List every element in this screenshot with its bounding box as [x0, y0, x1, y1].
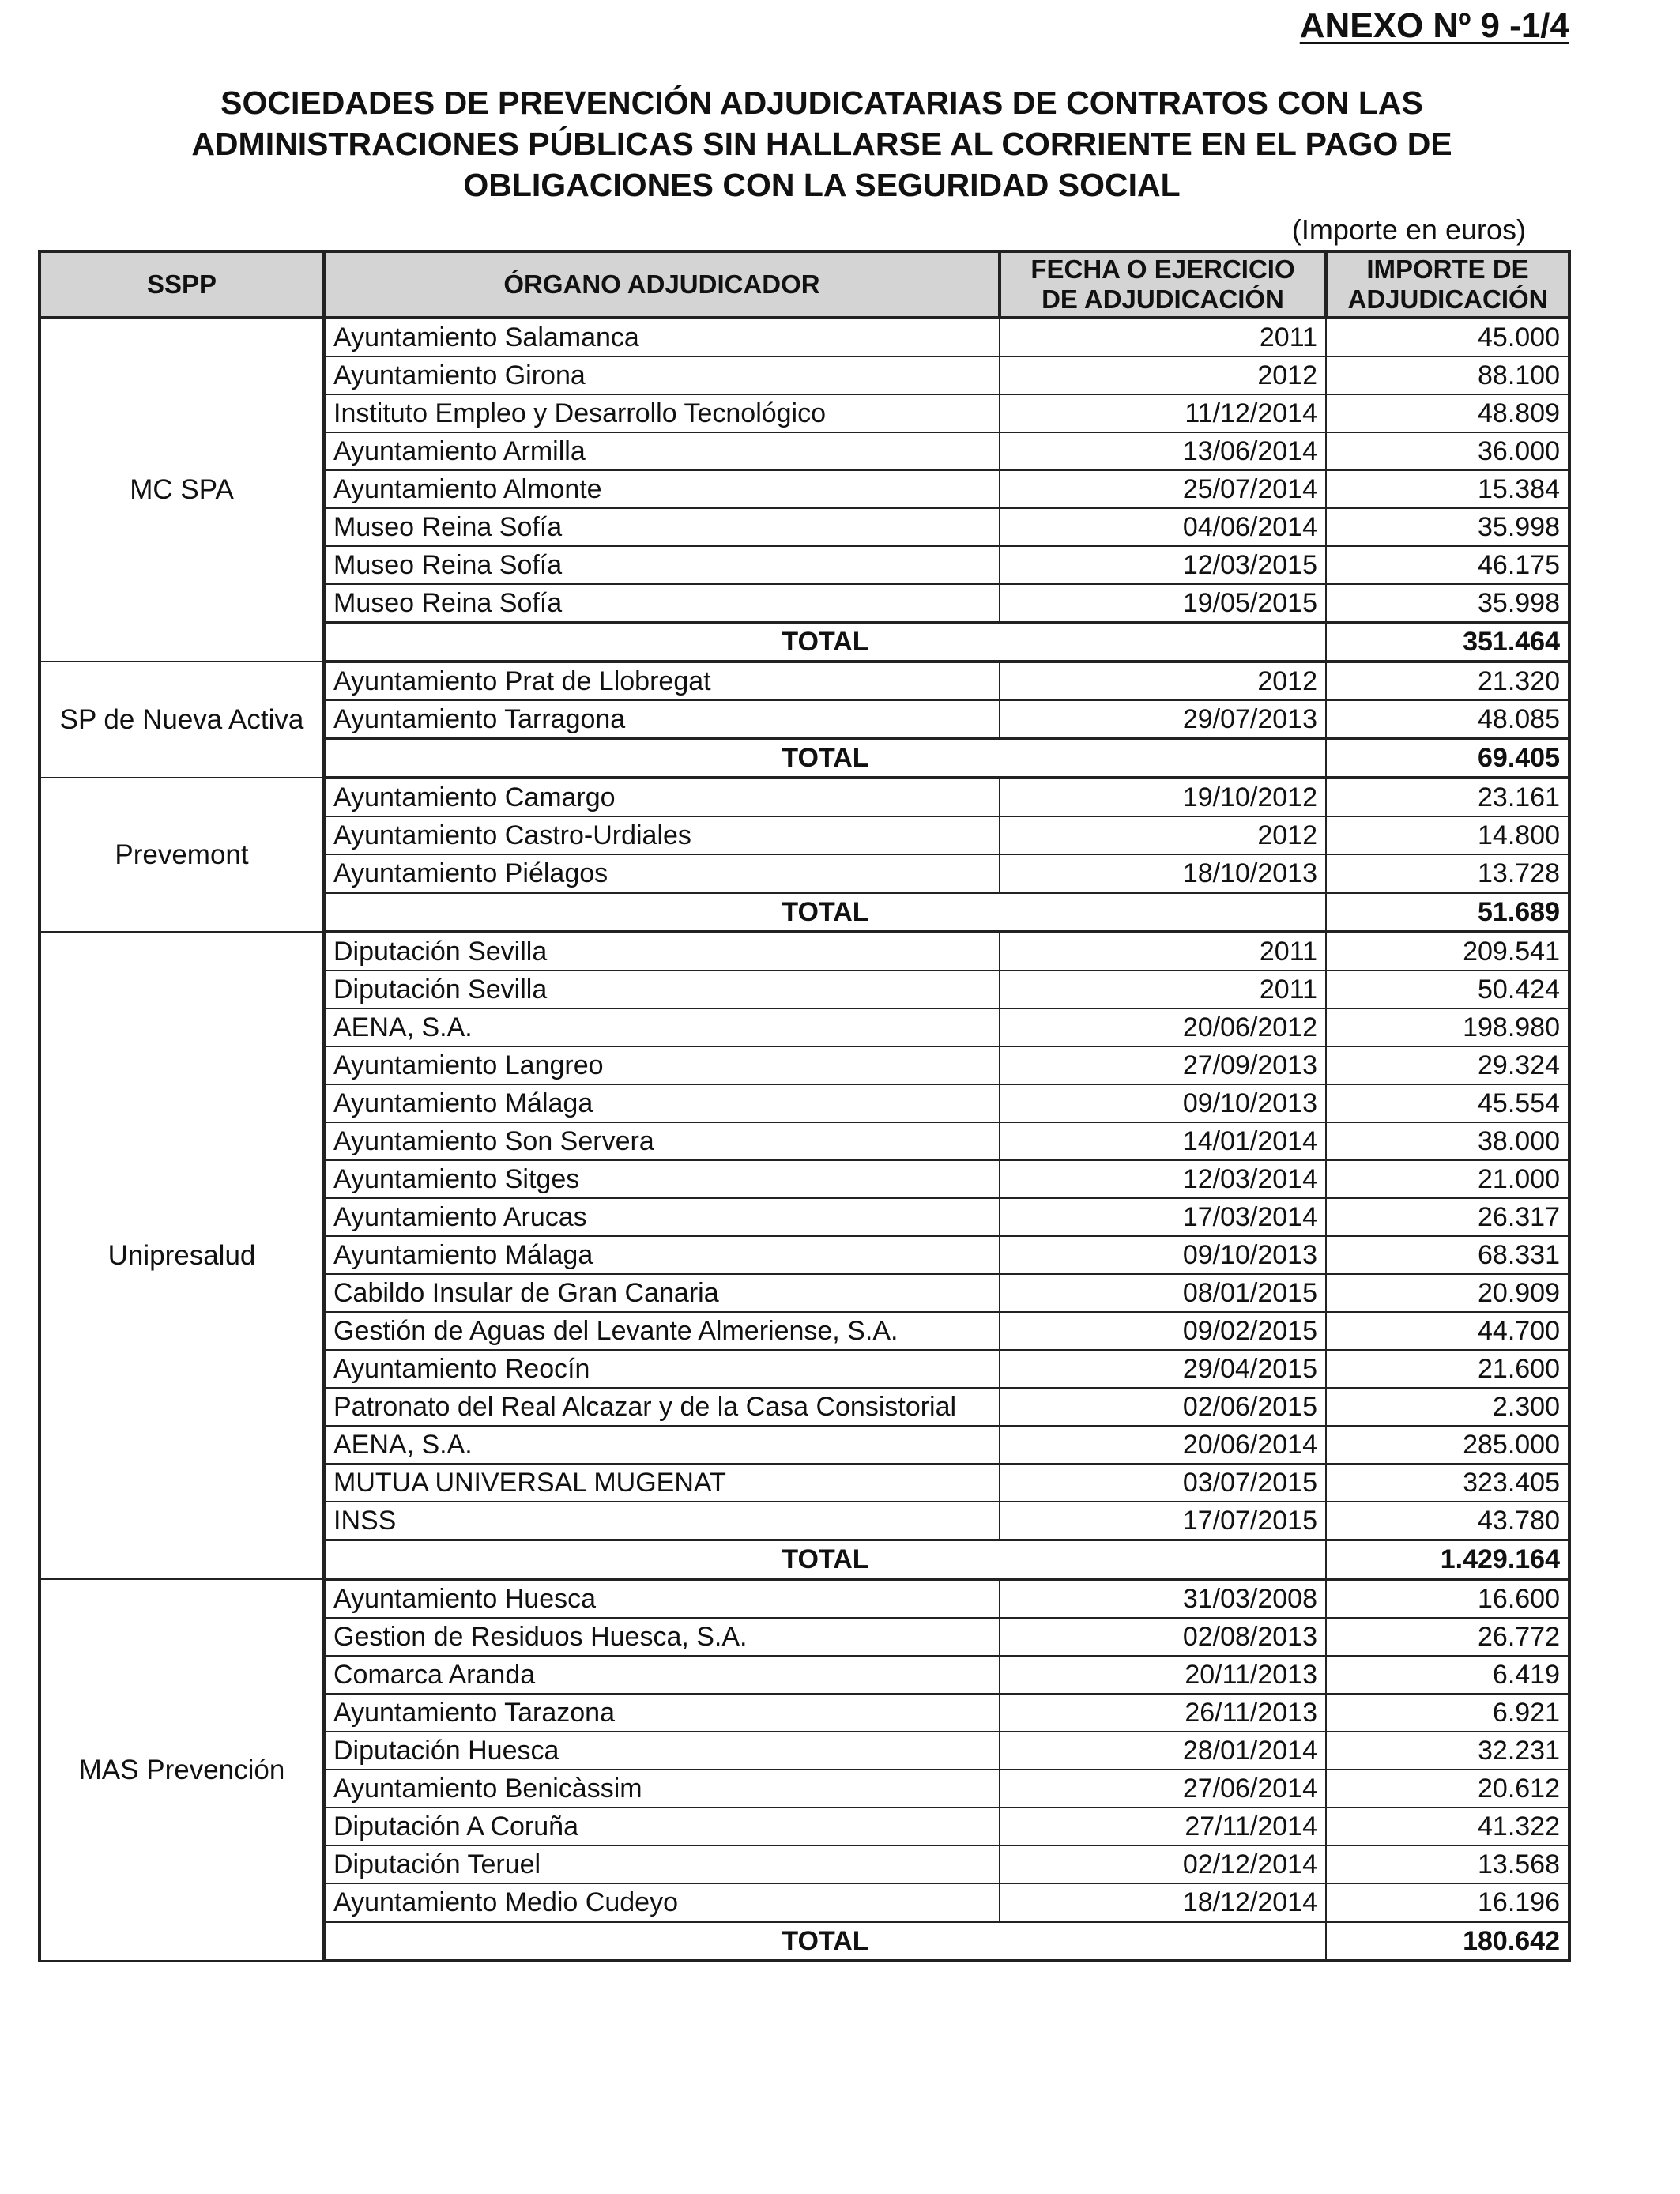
- total-label: TOTAL: [324, 1540, 1326, 1580]
- importe-cell: 35.998: [1326, 508, 1569, 546]
- importe-cell: 16.600: [1326, 1579, 1569, 1618]
- organo-cell: Ayuntamiento Medio Cudeyo: [324, 1883, 1000, 1922]
- fecha-cell: 02/06/2015: [1000, 1388, 1326, 1426]
- organo-cell: Ayuntamiento Arucas: [324, 1198, 1000, 1236]
- organo-cell: Ayuntamiento Langreo: [324, 1046, 1000, 1084]
- fecha-cell: 25/07/2014: [1000, 470, 1326, 508]
- organo-cell: Museo Reina Sofía: [324, 546, 1000, 584]
- fecha-cell: 19/10/2012: [1000, 778, 1326, 816]
- fecha-cell: 12/03/2014: [1000, 1160, 1326, 1198]
- fecha-cell: 09/02/2015: [1000, 1312, 1326, 1350]
- organo-cell: Ayuntamiento Tarragona: [324, 700, 1000, 739]
- organo-cell: Diputación Sevilla: [324, 932, 1000, 971]
- organo-cell: Ayuntamiento Málaga: [324, 1236, 1000, 1274]
- fecha-cell: 20/06/2012: [1000, 1008, 1326, 1046]
- organo-cell: AENA, S.A.: [324, 1008, 1000, 1046]
- total-label: TOTAL: [324, 1922, 1326, 1962]
- header-importe-line2: ADJUDICACIÓN: [1347, 285, 1548, 314]
- organo-cell: Ayuntamiento Huesca: [324, 1579, 1000, 1618]
- importe-cell: 48.809: [1326, 394, 1569, 432]
- importe-cell: 323.405: [1326, 1464, 1569, 1502]
- annex-label: ANEXO Nº 9 -1/4: [1299, 6, 1569, 45]
- importe-cell: 88.100: [1326, 356, 1569, 394]
- fecha-cell: 12/03/2015: [1000, 546, 1326, 584]
- total-label: TOTAL: [324, 623, 1326, 662]
- organo-cell: Comarca Aranda: [324, 1656, 1000, 1694]
- fecha-cell: 2012: [1000, 816, 1326, 854]
- organo-cell: Diputación Teruel: [324, 1845, 1000, 1883]
- fecha-cell: 2011: [1000, 932, 1326, 971]
- importe-cell: 32.231: [1326, 1732, 1569, 1770]
- importe-cell: 29.324: [1326, 1046, 1569, 1084]
- fecha-cell: 2011: [1000, 971, 1326, 1008]
- fecha-cell: 17/03/2014: [1000, 1198, 1326, 1236]
- importe-cell: 21.000: [1326, 1160, 1569, 1198]
- table-body: [40, 318, 1569, 1961]
- importe-cell: 48.085: [1326, 700, 1569, 739]
- title-line: ADMINISTRACIONES PÚBLICAS SIN HALLARSE AL CORRIENTE EN EL PAGO DE: [191, 126, 1452, 162]
- sspp-group-name: Prevemont: [40, 778, 324, 932]
- fecha-cell: 2012: [1000, 356, 1326, 394]
- total-amount: 1.429.164: [1326, 1540, 1569, 1580]
- table-row: [40, 932, 1569, 971]
- sspp-group-name: SP de Nueva Activa: [40, 662, 324, 778]
- header-fecha: [1000, 251, 1326, 318]
- organo-cell: MUTUA UNIVERSAL MUGENAT: [324, 1464, 1000, 1502]
- fecha-cell: 27/11/2014: [1000, 1808, 1326, 1845]
- header-fecha-line1: FECHA O EJERCICIO: [1030, 254, 1295, 284]
- organo-cell: Ayuntamiento Reocín: [324, 1350, 1000, 1388]
- fecha-cell: 31/03/2008: [1000, 1579, 1326, 1618]
- total-label: TOTAL: [324, 893, 1326, 933]
- organo-cell: Ayuntamiento Málaga: [324, 1084, 1000, 1122]
- importe-cell: 26.317: [1326, 1198, 1569, 1236]
- organo-cell: Ayuntamiento Salamanca: [324, 318, 1000, 356]
- fecha-cell: 17/07/2015: [1000, 1502, 1326, 1540]
- fecha-cell: 27/06/2014: [1000, 1770, 1326, 1808]
- page-title: [79, 82, 1565, 205]
- fecha-cell: 02/12/2014: [1000, 1845, 1326, 1883]
- total-label: TOTAL: [324, 739, 1326, 778]
- importe-cell: 16.196: [1326, 1883, 1569, 1922]
- fecha-cell: 29/04/2015: [1000, 1350, 1326, 1388]
- importe-cell: 35.998: [1326, 584, 1569, 623]
- importe-cell: 13.728: [1326, 854, 1569, 893]
- header-fecha-line2: DE ADJUDICACIÓN: [1042, 285, 1284, 314]
- importe-cell: 285.000: [1326, 1426, 1569, 1464]
- fecha-cell: 26/11/2013: [1000, 1694, 1326, 1732]
- sspp-group-name: MC SPA: [40, 318, 324, 662]
- importe-cell: 6.921: [1326, 1694, 1569, 1732]
- organo-cell: Instituto Empleo y Desarrollo Tecnológico: [324, 394, 1000, 432]
- table-row: [40, 1579, 1569, 1618]
- importe-cell: 14.800: [1326, 816, 1569, 854]
- importe-cell: 6.419: [1326, 1656, 1569, 1694]
- organo-cell: Gestión de Aguas del Levante Almeriense, S.A.: [324, 1312, 1000, 1350]
- header-organo: ÓRGANO ADJUDICADOR: [324, 251, 1000, 318]
- importe-cell: 21.320: [1326, 662, 1569, 700]
- fecha-cell: 13/06/2014: [1000, 432, 1326, 470]
- table-row: [40, 318, 1569, 356]
- organo-cell: Ayuntamiento Camargo: [324, 778, 1000, 816]
- header-importe-line1: IMPORTE DE: [1366, 254, 1529, 284]
- header-sspp: SSPP: [40, 251, 324, 318]
- importe-cell: 68.331: [1326, 1236, 1569, 1274]
- fecha-cell: 04/06/2014: [1000, 508, 1326, 546]
- fecha-cell: 2012: [1000, 662, 1326, 700]
- organo-cell: Patronato del Real Alcazar y de la Casa Consistorial: [324, 1388, 1000, 1426]
- fecha-cell: 2011: [1000, 318, 1326, 356]
- fecha-cell: 02/08/2013: [1000, 1618, 1326, 1656]
- total-amount: 69.405: [1326, 739, 1569, 778]
- importe-cell: 46.175: [1326, 546, 1569, 584]
- importe-cell: 2.300: [1326, 1388, 1569, 1426]
- header-importe: [1326, 251, 1569, 318]
- fecha-cell: 08/01/2015: [1000, 1274, 1326, 1312]
- total-amount: 351.464: [1326, 623, 1569, 662]
- organo-cell: Ayuntamiento Benicàssim: [324, 1770, 1000, 1808]
- units-note: (Importe en euros): [1291, 213, 1526, 246]
- table-row: [40, 662, 1569, 700]
- fecha-cell: 18/12/2014: [1000, 1883, 1326, 1922]
- importe-cell: 15.384: [1326, 470, 1569, 508]
- organo-cell: Diputación A Coruña: [324, 1808, 1000, 1845]
- organo-cell: Ayuntamiento Girona: [324, 356, 1000, 394]
- fecha-cell: 09/10/2013: [1000, 1236, 1326, 1274]
- importe-cell: 23.161: [1326, 778, 1569, 816]
- sspp-group-name: Unipresalud: [40, 932, 324, 1579]
- fecha-cell: 19/05/2015: [1000, 584, 1326, 623]
- organo-cell: Museo Reina Sofía: [324, 584, 1000, 623]
- organo-cell: INSS: [324, 1502, 1000, 1540]
- importe-cell: 20.909: [1326, 1274, 1569, 1312]
- fecha-cell: 11/12/2014: [1000, 394, 1326, 432]
- organo-cell: Ayuntamiento Son Servera: [324, 1122, 1000, 1160]
- fecha-cell: 29/07/2013: [1000, 700, 1326, 739]
- importe-cell: 21.600: [1326, 1350, 1569, 1388]
- organo-cell: Ayuntamiento Sitges: [324, 1160, 1000, 1198]
- organo-cell: Gestion de Residuos Huesca, S.A.: [324, 1618, 1000, 1656]
- importe-cell: 20.612: [1326, 1770, 1569, 1808]
- organo-cell: Ayuntamiento Armilla: [324, 432, 1000, 470]
- importe-cell: 41.322: [1326, 1808, 1569, 1845]
- importe-cell: 50.424: [1326, 971, 1569, 1008]
- importe-cell: 38.000: [1326, 1122, 1569, 1160]
- organo-cell: Ayuntamiento Almonte: [324, 470, 1000, 508]
- fecha-cell: 18/10/2013: [1000, 854, 1326, 893]
- fecha-cell: 27/09/2013: [1000, 1046, 1326, 1084]
- fecha-cell: 28/01/2014: [1000, 1732, 1326, 1770]
- organo-cell: Cabildo Insular de Gran Canaria: [324, 1274, 1000, 1312]
- total-amount: 51.689: [1326, 893, 1569, 933]
- importe-cell: 45.554: [1326, 1084, 1569, 1122]
- importe-cell: 13.568: [1326, 1845, 1569, 1883]
- organo-cell: Museo Reina Sofía: [324, 508, 1000, 546]
- organo-cell: Ayuntamiento Piélagos: [324, 854, 1000, 893]
- fecha-cell: 03/07/2015: [1000, 1464, 1326, 1502]
- fecha-cell: 20/06/2014: [1000, 1426, 1326, 1464]
- organo-cell: Diputación Huesca: [324, 1732, 1000, 1770]
- fecha-cell: 14/01/2014: [1000, 1122, 1326, 1160]
- importe-cell: 209.541: [1326, 932, 1569, 971]
- contracts-table: [38, 250, 1571, 1962]
- importe-cell: 36.000: [1326, 432, 1569, 470]
- total-amount: 180.642: [1326, 1922, 1569, 1962]
- table-header-row: [40, 251, 1569, 318]
- organo-cell: Ayuntamiento Prat de Llobregat: [324, 662, 1000, 700]
- title-line: OBLIGACIONES CON LA SEGURIDAD SOCIAL: [463, 167, 1181, 203]
- organo-cell: Ayuntamiento Tarazona: [324, 1694, 1000, 1732]
- importe-cell: 45.000: [1326, 318, 1569, 356]
- title-line: SOCIEDADES DE PREVENCIÓN ADJUDICATARIAS DE CONTRATOS CON LAS: [220, 85, 1423, 121]
- importe-cell: 43.780: [1326, 1502, 1569, 1540]
- organo-cell: Diputación Sevilla: [324, 971, 1000, 1008]
- organo-cell: AENA, S.A.: [324, 1426, 1000, 1464]
- fecha-cell: 20/11/2013: [1000, 1656, 1326, 1694]
- importe-cell: 26.772: [1326, 1618, 1569, 1656]
- importe-cell: 44.700: [1326, 1312, 1569, 1350]
- fecha-cell: 09/10/2013: [1000, 1084, 1326, 1122]
- table-row: [40, 778, 1569, 816]
- importe-cell: 198.980: [1326, 1008, 1569, 1046]
- organo-cell: Ayuntamiento Castro-Urdiales: [324, 816, 1000, 854]
- sspp-group-name: MAS Prevención: [40, 1579, 324, 1961]
